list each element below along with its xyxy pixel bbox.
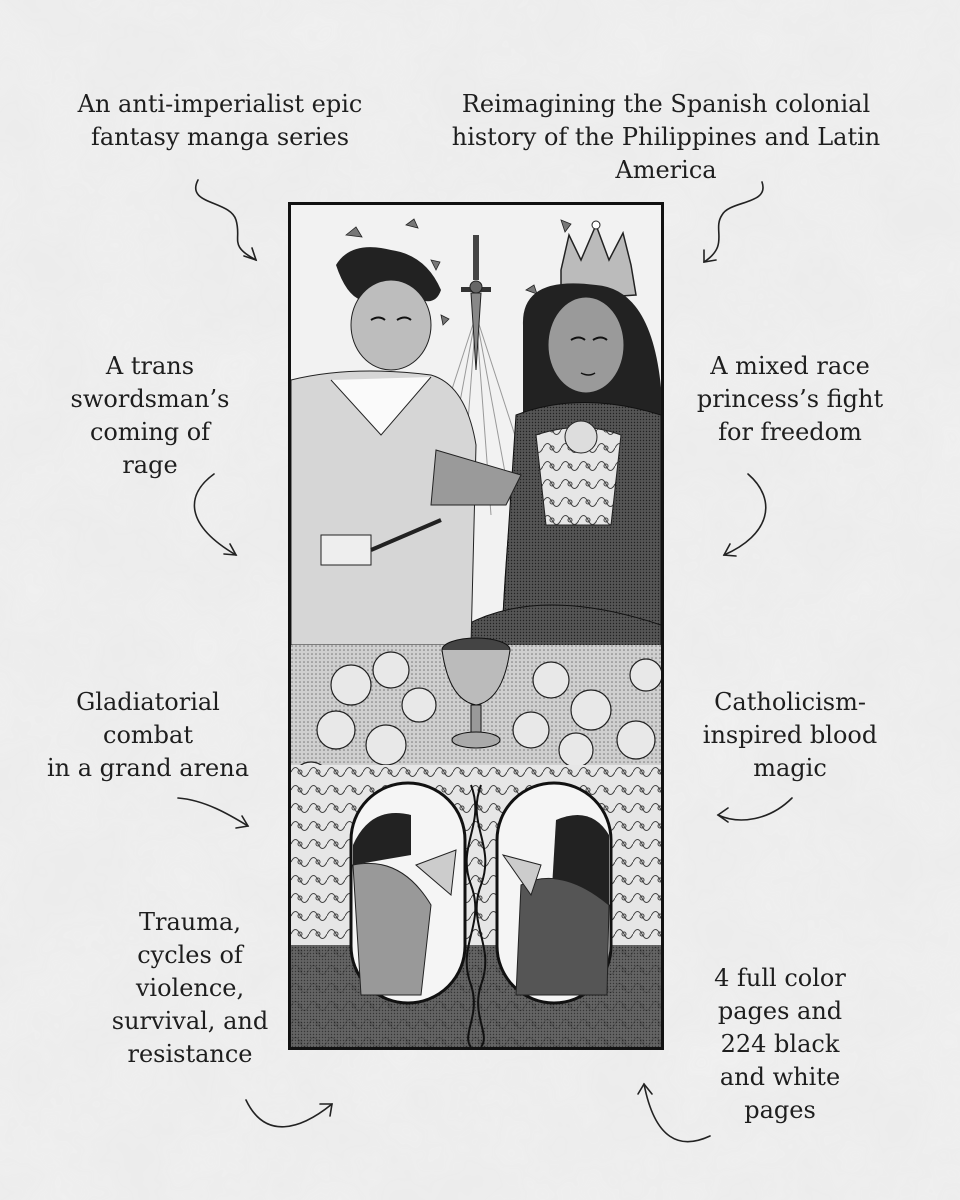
- manga-illustration: [291, 205, 661, 1047]
- caption-reimagining: Reimagining the Spanish colonial history of the Philippines and Latin America: [451, 90, 881, 184]
- caption-trauma: Trauma, cycles of violence, survival, and resistance: [111, 908, 269, 1068]
- caption-gladiatorial: Gladiatorial combat in a grand arena: [46, 688, 250, 782]
- swordsman-drinking-window: [351, 783, 465, 1003]
- manga-illustration-panel: [288, 202, 664, 1050]
- rose-icon: [565, 421, 597, 453]
- caption-trans-swordsman: A trans swordsman’s coming of rage: [70, 352, 230, 479]
- caption-mixed-race: A mixed race princess’s fight for freedom: [696, 352, 884, 446]
- caption-catholicism: Catholicism- inspired blood magic: [702, 688, 878, 782]
- caption-pages: 4 full color pages and 224 black and white pages: [714, 964, 846, 1124]
- caption-anti-imperialist: An anti-imperialist epic fantasy manga series: [77, 90, 363, 151]
- princess-drinking-window: [497, 783, 611, 1003]
